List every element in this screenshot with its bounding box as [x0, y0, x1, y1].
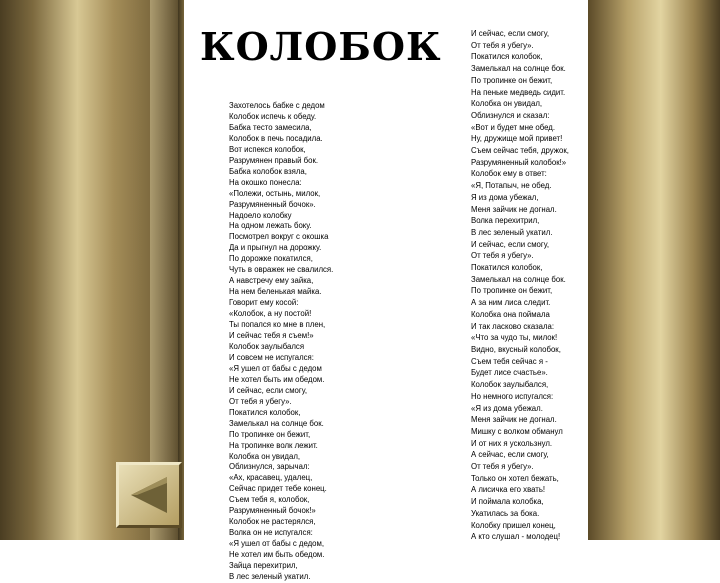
poem-line: Говорит ему косой: [229, 298, 299, 308]
poem-line: Не хотел им быть обедом. [229, 550, 325, 560]
poem-line: На нем беленькая майка. [229, 287, 322, 297]
poem-line: Съем тебя сейчас я - [471, 356, 548, 366]
poem-column-1 [229, 101, 333, 583]
poem-line: По тропинке он бежит, [471, 286, 553, 296]
poem-line: Надоело колобку [229, 210, 292, 220]
poem-line: От тебя я убегу». [229, 396, 292, 406]
poem-line: Зайца перехитрил, [229, 561, 298, 571]
poem-line: На пеньке медведь сидит. [471, 87, 566, 97]
poem-line: А сейчас, если смогу, [471, 450, 549, 460]
poem-line: Бабка колобок взяла, [229, 166, 307, 176]
poem-line: Покатился колобок, [229, 407, 301, 417]
poem-line: А за ним лиса следит. [471, 298, 551, 308]
poem-line: И сейчас, если смогу, [471, 29, 550, 38]
poem-line: Бабка тесто замесила, [229, 122, 312, 132]
poem-line: От тебя я убегу». [471, 40, 534, 50]
poem-line: Сейчас придет тебе конец. [229, 484, 327, 494]
poem-line: Чуть в овражек не свалился. [229, 265, 334, 275]
poem-line: На одном лежать боку. [229, 221, 312, 231]
poem-line: «Полежи, остынь, милок, [229, 188, 321, 198]
poem-line: «Колобок, а ну постой! [229, 309, 312, 319]
poem-line: Разрумянен правый бок. [229, 155, 319, 165]
poem-line: И сейчас тебя я съем!» [229, 331, 314, 341]
poem-line: А кто слушал - молодец! [471, 532, 561, 542]
poem-line: Покатился колобок, [471, 52, 543, 62]
poem-line: Посмотрел вокруг с окошка [229, 232, 329, 242]
poem-line: Ты попался ко мне в плен, [229, 320, 326, 330]
poem-line: Видно, вкусный колобок, [471, 344, 561, 354]
poem-line: «Я из дома убежал. [471, 403, 543, 413]
poem-line: Только он хотел бежать, [471, 473, 559, 483]
poem-line: Меня зайчик не догнал. [471, 204, 557, 214]
poem-line: Будет лисе счастье». [471, 368, 548, 378]
poem-line: Колобок заулыбался, [471, 380, 549, 390]
poem-line: Колобка он увидал, [471, 99, 543, 109]
poem-line: А лисичка его хвать! [471, 485, 546, 495]
poem-line: И от них я ускользнул. [471, 438, 553, 448]
poem-line: Я из дома убежал, [471, 192, 539, 202]
poem-line: Замелькал на солнце бок. [471, 64, 566, 74]
poem-line: Колобку пришел конец, [471, 520, 556, 530]
poem-line: «Что за чудо ты, милок! [471, 333, 558, 343]
poem-line: По дорожке покатился, [229, 254, 313, 264]
poem-line: По тропинке он бежит, [229, 429, 311, 439]
poem-line: Волка перехитрил, [471, 216, 540, 226]
right-gold-frame [588, 0, 720, 540]
poem-line: Замелькал на солнце бок. [471, 274, 566, 284]
poem-line: Колобок в печь посадила. [229, 133, 323, 143]
poem-line: А навстречу ему зайка, [229, 276, 314, 286]
poem-line: Но немного испугался: [471, 391, 554, 401]
poem-line: Меня зайчик не догнал. [471, 415, 557, 425]
poem-line: На тропинке волк лежит. [229, 440, 318, 450]
poem-line: Укатилась за бока. [471, 508, 540, 518]
poem-line: Захотелось бабке с дедом [229, 101, 325, 110]
poem-line: Покатился колобок, [471, 263, 543, 273]
poem-line: От тебя я убегу». [471, 251, 534, 261]
poem-line: Вот испекся колобок, [229, 144, 306, 154]
poem-line: Ну, дружище мой привет! [471, 134, 563, 144]
poem-line: В лес зеленый укатил. [229, 571, 311, 581]
poem-line: Колобка он увидал, [229, 451, 301, 461]
poem-line: Не хотел быть им обедом. [229, 374, 325, 384]
poem-line: Облизнулся и сказал: [471, 110, 550, 120]
poem-line: Колобок не растерялся, [229, 517, 316, 527]
poem-line: Съем сейчас тебя, дружок, [471, 146, 569, 156]
poem-line: По тропинке он бежит, [471, 75, 553, 85]
poem-line: От тебя я убегу». [471, 462, 534, 472]
poem-line: Мишку с волком обманул [471, 426, 563, 436]
poem-line: Колобка она поймала [471, 309, 550, 319]
poem-column-2 [471, 28, 587, 543]
poem-line: Колобок ему в ответ: [471, 169, 547, 179]
left-triangle-icon [127, 475, 171, 515]
page-title: КОЛОБОК [200, 24, 442, 69]
poem-line: Разрумяненный бочок». [229, 199, 316, 209]
poem-line: И сейчас, если смогу, [229, 385, 308, 395]
poem-line: Разрумяненный бочок!» [229, 506, 316, 516]
poem-line: «Вот и будет мне обед. [471, 122, 556, 132]
poem-line: «Я ушел от бабы с дедом, [229, 539, 325, 549]
poem-line: Да и прыгнул на дорожку. [229, 243, 322, 253]
poem-line: Колобок испечь к обеду. [229, 111, 317, 121]
poem-line: Колобок заулыбался [229, 341, 305, 351]
poem-line: Съем тебя я, колобок, [229, 495, 310, 505]
frame-bevel [150, 0, 184, 540]
poem-line: Разрумяненный колобок!» [471, 157, 567, 167]
poem-line: И сейчас, если смогу, [471, 239, 550, 249]
poem-line: «Ах, красавец, удалец, [229, 473, 313, 483]
poem-line: И поймала колобка, [471, 497, 544, 507]
poem-line: И совсем не испугался: [229, 352, 314, 362]
poem-line: На окошко понесла: [229, 177, 302, 187]
poem-line: В лес зеленый укатил. [471, 227, 553, 237]
poem-line: «Я, Потапыч, не обед. [471, 181, 552, 191]
poem-line: Волка он не испугался: [229, 528, 313, 538]
poem-line: Облизнулся, зарычал: [229, 462, 310, 472]
poem-line: И так ласково сказала: [471, 321, 555, 331]
poem-line: «Я ушел от бабы с дедом [229, 363, 322, 373]
back-button[interactable] [116, 462, 182, 528]
poem-line: Замелькал на солнце бок. [229, 418, 324, 428]
